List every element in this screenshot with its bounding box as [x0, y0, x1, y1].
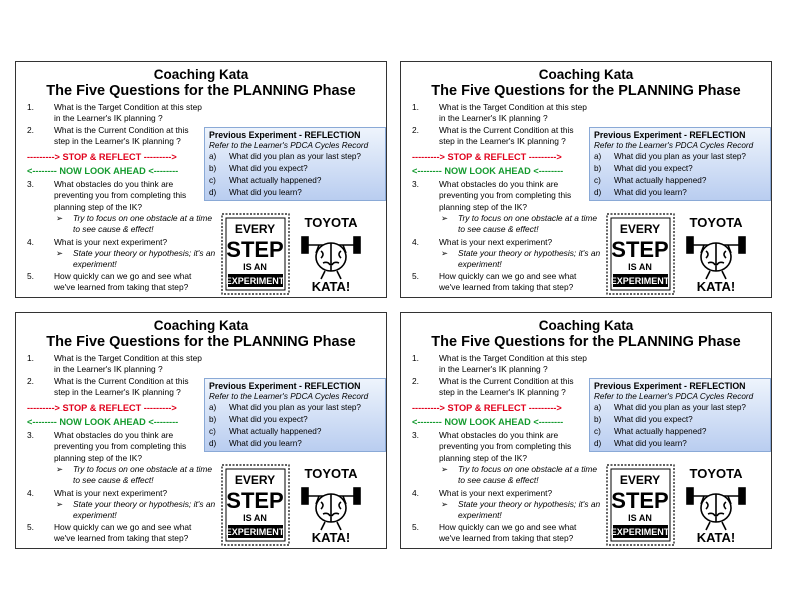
- reflection-item-letter: d): [594, 439, 602, 448]
- arrow-bullet-icon: ➢: [441, 248, 449, 258]
- question-text: What obstacles do you think are preventing you from completing this planning step of the IK?: [54, 430, 187, 463]
- look-ahead-line: <-------- NOW LOOK AHEAD <--------: [412, 166, 564, 176]
- stop-reflect-line: ---------> STOP & REFLECT --------->: [27, 152, 177, 162]
- coaching-kata-card: [15, 61, 387, 298]
- logo-is-an: IS AN: [243, 513, 267, 523]
- question-text: What obstacles do you think are preventing you from completing this planning step of the IK?: [439, 179, 572, 212]
- reflection-item-text: What did you plan as your last step?: [614, 152, 746, 161]
- card-subtitle: The Five Questions for the PLANNING Phase: [46, 83, 356, 99]
- toyota-kata-logo: [604, 211, 756, 297]
- question-text: What is your next experiment?: [439, 237, 553, 247]
- stop-reflect-line: ---------> STOP & REFLECT --------->: [412, 152, 562, 162]
- reflection-item-letter: b): [209, 164, 217, 173]
- reflection-subheading: Refer to the Learner's PDCA Cycles Record: [594, 141, 754, 150]
- logo-kata: KATA!: [311, 279, 351, 294]
- logo-every: EVERY: [619, 473, 661, 487]
- reflection-item-text: What did you learn?: [229, 439, 302, 448]
- logo-step: STEP: [226, 488, 284, 513]
- reflection-item-letter: b): [594, 164, 602, 173]
- question-number: 5.: [27, 522, 34, 532]
- hint-text: State your theory or hypothesis; it's an experiment!: [458, 248, 601, 270]
- reflection-item-letter: a): [209, 403, 217, 412]
- reflection-item-letter: c): [594, 427, 601, 436]
- reflection-box: [204, 378, 386, 452]
- arrow-bullet-icon: ➢: [56, 464, 64, 474]
- reflection-item-text: What did you expect?: [229, 164, 308, 173]
- reflection-item-letter: c): [209, 427, 216, 436]
- reflection-item-text: What actually happened?: [229, 176, 322, 185]
- coaching-kata-card: [15, 312, 387, 549]
- arrow-bullet-icon: ➢: [441, 464, 449, 474]
- reflection-item-letter: d): [209, 439, 217, 448]
- question-text: How quickly can we go and see what we've learned from taking that step?: [54, 271, 192, 293]
- every-step-stamp-icon: [607, 465, 674, 545]
- question-text: What is the Current Condition at this step in the Learner's IK planning ?: [54, 376, 189, 398]
- logo-experiment: EXPERIMENT: [225, 527, 285, 537]
- question-number: 1.: [27, 353, 34, 363]
- logo-kata: KATA!: [696, 279, 736, 294]
- question-text: What is the Current Condition at this step in the Learner's IK planning ?: [54, 125, 189, 147]
- reflection-heading: Previous Experiment - REFLECTION: [594, 381, 746, 391]
- logo-experiment: EXPERIMENT: [225, 276, 285, 286]
- hint-text: State your theory or hypothesis; it's an experiment!: [73, 248, 216, 270]
- reflection-box: [204, 127, 386, 201]
- card-subtitle: The Five Questions for the PLANNING Phase: [46, 334, 356, 350]
- logo-every: EVERY: [619, 222, 661, 236]
- toyota-kata-logo: [219, 211, 371, 297]
- reflection-item-text: What actually happened?: [614, 176, 707, 185]
- every-step-stamp-icon: [222, 465, 289, 545]
- logo-step: STEP: [611, 488, 669, 513]
- question-text: What is the Target Condition at this step in the Learner's IK planning ?: [54, 353, 202, 375]
- reflection-item-letter: b): [209, 415, 217, 424]
- hint-text: Try to focus on one obstacle at a time to see cause & effect!: [73, 213, 213, 235]
- reflection-item-text: What did you expect?: [229, 415, 308, 424]
- toyota-kata-logo: [219, 462, 371, 548]
- reflection-item-text: What did you learn?: [614, 188, 687, 197]
- question-number: 4.: [412, 488, 419, 498]
- logo-is-an: IS AN: [243, 262, 267, 272]
- question-number: 5.: [27, 271, 34, 281]
- logo-experiment: EXPERIMENT: [610, 527, 670, 537]
- question-text: What is the Target Condition at this step in the Learner's IK planning ?: [54, 102, 202, 124]
- question-text: What is the Target Condition at this step in the Learner's IK planning ?: [439, 102, 587, 124]
- question-text: What is the Target Condition at this step in the Learner's IK planning ?: [439, 353, 587, 375]
- coaching-kata-card: [400, 61, 772, 298]
- look-ahead-line: <-------- NOW LOOK AHEAD <--------: [27, 166, 179, 176]
- arrow-bullet-icon: ➢: [441, 213, 449, 223]
- hint-text: Try to focus on one obstacle at a time to see cause & effect!: [458, 213, 598, 235]
- logo-kata: KATA!: [311, 530, 351, 545]
- reflection-item-text: What did you plan as your last step?: [614, 403, 746, 412]
- reflection-item-letter: a): [209, 152, 217, 161]
- question-number: 4.: [27, 237, 34, 247]
- arrow-bullet-icon: ➢: [56, 499, 64, 509]
- coaching-kata-card: [400, 312, 772, 549]
- hint-text: Try to focus on one obstacle at a time to see cause & effect!: [73, 464, 213, 486]
- question-text: What is your next experiment?: [54, 488, 168, 498]
- reflection-item-text: What actually happened?: [229, 427, 322, 436]
- look-ahead-line: <-------- NOW LOOK AHEAD <--------: [27, 417, 179, 427]
- reflection-item-text: What did you expect?: [614, 415, 693, 424]
- question-number: 2.: [27, 125, 34, 135]
- logo-kata: KATA!: [696, 530, 736, 545]
- reflection-item-letter: a): [594, 403, 602, 412]
- hint-text: Try to focus on one obstacle at a time to see cause & effect!: [458, 464, 598, 486]
- logo-every: EVERY: [234, 473, 276, 487]
- card-title: Coaching Kata: [538, 67, 634, 82]
- logo-every: EVERY: [234, 222, 276, 236]
- reflection-item-text: What did you expect?: [614, 164, 693, 173]
- stop-reflect-line: ---------> STOP & REFLECT --------->: [412, 403, 562, 413]
- reflection-item-text: What did you learn?: [229, 188, 302, 197]
- every-step-stamp-icon: [607, 214, 674, 294]
- logo-is-an: IS AN: [628, 513, 652, 523]
- card-title: Coaching Kata: [538, 318, 634, 333]
- stop-reflect-line: ---------> STOP & REFLECT --------->: [27, 403, 177, 413]
- question-text: What obstacles do you think are preventing you from completing this planning step of the IK?: [439, 430, 572, 463]
- logo-brand: TOYOTA: [304, 466, 358, 481]
- reflection-item-letter: d): [594, 188, 602, 197]
- reflection-item-text: What did you plan as your last step?: [229, 403, 361, 412]
- reflection-subheading: Refer to the Learner's PDCA Cycles Record: [209, 141, 369, 150]
- reflection-item-letter: c): [594, 176, 601, 185]
- logo-step: STEP: [611, 237, 669, 262]
- question-number: 4.: [412, 237, 419, 247]
- question-text: What obstacles do you think are preventing you from completing this planning step of the IK?: [54, 179, 187, 212]
- question-number: 3.: [412, 179, 419, 189]
- logo-step: STEP: [226, 237, 284, 262]
- question-number: 3.: [27, 430, 34, 440]
- question-number: 1.: [412, 353, 419, 363]
- question-number: 3.: [27, 179, 34, 189]
- brain-weightlifter-icon: [302, 488, 360, 530]
- hint-text: State your theory or hypothesis; it's an experiment!: [73, 499, 216, 521]
- question-number: 5.: [412, 522, 419, 532]
- reflection-item-text: What did you learn?: [614, 439, 687, 448]
- arrow-bullet-icon: ➢: [56, 248, 64, 258]
- arrow-bullet-icon: ➢: [441, 499, 449, 509]
- reflection-heading: Previous Experiment - REFLECTION: [209, 381, 361, 391]
- reflection-item-text: What actually happened?: [614, 427, 707, 436]
- brain-weightlifter-icon: [302, 237, 360, 279]
- logo-brand: TOYOTA: [689, 215, 743, 230]
- question-number: 3.: [412, 430, 419, 440]
- question-text: What is your next experiment?: [439, 488, 553, 498]
- reflection-box: [589, 378, 771, 452]
- question-number: 4.: [27, 488, 34, 498]
- question-text: What is the Current Condition at this step in the Learner's IK planning ?: [439, 125, 574, 147]
- hint-text: State your theory or hypothesis; it's an experiment!: [458, 499, 601, 521]
- logo-brand: TOYOTA: [689, 466, 743, 481]
- card-subtitle: The Five Questions for the PLANNING Phase: [431, 334, 741, 350]
- question-number: 2.: [412, 376, 419, 386]
- question-text: What is the Current Condition at this step in the Learner's IK planning ?: [439, 376, 574, 398]
- logo-brand: TOYOTA: [304, 215, 358, 230]
- question-number: 1.: [412, 102, 419, 112]
- reflection-item-letter: b): [594, 415, 602, 424]
- reflection-box: [589, 127, 771, 201]
- every-step-stamp-icon: [222, 214, 289, 294]
- card-subtitle: The Five Questions for the PLANNING Phase: [431, 83, 741, 99]
- question-number: 2.: [27, 376, 34, 386]
- reflection-heading: Previous Experiment - REFLECTION: [209, 130, 361, 140]
- logo-experiment: EXPERIMENT: [610, 276, 670, 286]
- question-text: How quickly can we go and see what we've learned from taking that step?: [54, 522, 192, 544]
- reflection-item-letter: c): [209, 176, 216, 185]
- question-text: How quickly can we go and see what we've learned from taking that step?: [439, 271, 577, 293]
- question-number: 5.: [412, 271, 419, 281]
- question-number: 1.: [27, 102, 34, 112]
- arrow-bullet-icon: ➢: [56, 213, 64, 223]
- reflection-heading: Previous Experiment - REFLECTION: [594, 130, 746, 140]
- reflection-item-letter: d): [209, 188, 217, 197]
- question-text: What is your next experiment?: [54, 237, 168, 247]
- brain-weightlifter-icon: [687, 488, 745, 530]
- reflection-item-text: What did you plan as your last step?: [229, 152, 361, 161]
- card-title: Coaching Kata: [153, 318, 249, 333]
- reflection-item-letter: a): [594, 152, 602, 161]
- question-number: 2.: [412, 125, 419, 135]
- logo-is-an: IS AN: [628, 262, 652, 272]
- reflection-subheading: Refer to the Learner's PDCA Cycles Record: [209, 392, 369, 401]
- brain-weightlifter-icon: [687, 237, 745, 279]
- look-ahead-line: <-------- NOW LOOK AHEAD <--------: [412, 417, 564, 427]
- reflection-subheading: Refer to the Learner's PDCA Cycles Record: [594, 392, 754, 401]
- card-title: Coaching Kata: [153, 67, 249, 82]
- question-text: How quickly can we go and see what we've learned from taking that step?: [439, 522, 577, 544]
- toyota-kata-logo: [604, 462, 756, 548]
